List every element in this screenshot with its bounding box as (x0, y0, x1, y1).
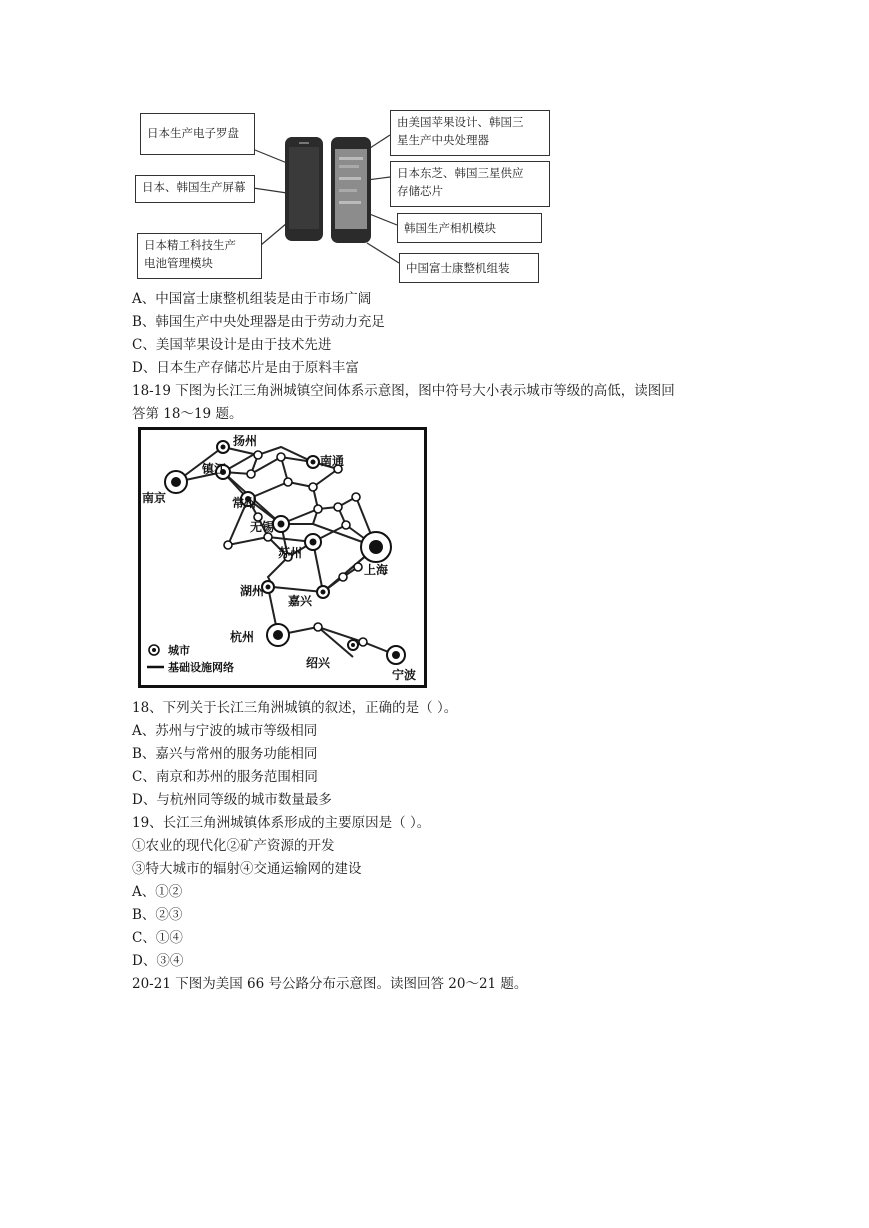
q19-items-line2: ③特大城市的辐射④交通运输网的建设 (132, 861, 362, 877)
intro-18-19-line2: 答第 18～19 题。 (132, 406, 243, 422)
callout-battery (137, 233, 262, 279)
city-wuxi-symbol (273, 516, 289, 532)
callout-camera-text: 韩国生产相机模块 (404, 221, 496, 235)
q18-option-c: C、南京和苏州的服务范围相同 (132, 769, 318, 785)
callout-assembly (399, 253, 539, 283)
q19-option-d: D、③④ (132, 953, 184, 969)
label-wuxi: 无锡 (250, 520, 275, 534)
city-ningbo-symbol (387, 646, 405, 664)
city-shanghai-symbol (361, 532, 391, 562)
callout-cpu-line1: 由美国苹果设计、韩国三 (397, 115, 524, 129)
q17-option-d: D、日本生产存储芯片是由于原料丰富 (132, 360, 359, 376)
q18-option-a: A、苏州与宁波的城市等级相同 (132, 723, 318, 739)
city-yangzhou-symbol (217, 441, 229, 453)
label-changzhou: 常州 (232, 496, 257, 510)
city-nantong-symbol (307, 456, 319, 468)
label-zhenjiang: 镇江 (202, 462, 227, 476)
label-nantong: 南通 (320, 454, 345, 468)
callout-assembly-text: 中国富士康整机组装 (406, 261, 510, 275)
phone-front-image (331, 137, 371, 243)
city-nanjing-symbol (165, 471, 187, 493)
q17-option-c: C、美国苹果设计是由于技术先进 (132, 337, 332, 353)
callout-compass (140, 113, 255, 155)
label-shanghai: 上海 (364, 563, 389, 577)
phone-back-image (285, 137, 323, 241)
callout-storage (390, 161, 550, 207)
callout-camera (397, 213, 542, 243)
callout-battery-line1: 日本精工科技生产 (144, 238, 236, 252)
intro-20-21: 20-21 下图为美国 66 号公路分布示意图。读图回答 20～21 题。 (132, 976, 528, 992)
q19-stem: 19、长江三角洲城镇体系形成的主要原因是（ ）。 (132, 815, 431, 831)
map-yangtze-delta (138, 427, 428, 689)
q17-option-b: B、韩国生产中央处理器是由于劳动力充足 (132, 314, 385, 330)
callout-screen-text: 日本、韩国生产屏幕 (142, 180, 246, 194)
label-nanjing: 南京 (142, 491, 167, 505)
callout-cpu (390, 110, 550, 156)
q18-option-b: B、嘉兴与常州的服务功能相同 (132, 746, 318, 762)
callout-screen (135, 175, 255, 203)
label-shaoxing: 绍兴 (306, 656, 331, 670)
q18-option-d: D、与杭州同等级的城市数量最多 (132, 792, 332, 808)
label-jiaxing: 嘉兴 (288, 594, 313, 608)
label-hangzhou: 杭州 (230, 630, 255, 644)
label-yangzhou: 扬州 (233, 434, 258, 448)
q19-items-line1: ①农业的现代化②矿产资源的开发 (132, 838, 335, 854)
figure-iphone-supply-chain (135, 105, 555, 285)
callout-battery-line2: 电池管理模块 (144, 256, 213, 270)
city-jiaxing-symbol (317, 586, 329, 598)
q19-option-b: B、②③ (132, 907, 183, 923)
q19-option-a: A、①② (132, 884, 183, 900)
intro-18-19-line1: 18-19 下图为长江三角洲城镇空间体系示意图，图中符号大小表示城市等级的高低，读图回 (132, 383, 675, 399)
label-suzhou: 苏州 (278, 546, 303, 560)
callout-cpu-line2: 星生产中央处理器 (397, 133, 489, 147)
legend-network-label: 基础设施网络 (168, 661, 234, 674)
callout-compass-text: 日本生产电子罗盘 (147, 126, 239, 140)
label-ningbo: 宁波 (392, 668, 417, 682)
callout-storage-line2: 存储芯片 (397, 184, 443, 198)
label-huzhou: 湖州 (240, 584, 265, 598)
q18-stem: 18、下列关于长江三角洲城镇的叙述，正确的是（ ）。 (132, 700, 458, 716)
city-shaoxing-symbol (348, 640, 358, 650)
city-hangzhou-symbol (267, 624, 289, 646)
q19-option-c: C、①④ (132, 930, 183, 946)
callout-storage-line1: 日本东芝、韩国三星供应 (397, 166, 524, 180)
city-suzhou-symbol (305, 534, 321, 550)
q17-option-a: A、中国富士康整机组装是由于市场广阔 (132, 291, 372, 307)
legend-city-label: 城市 (168, 644, 190, 657)
